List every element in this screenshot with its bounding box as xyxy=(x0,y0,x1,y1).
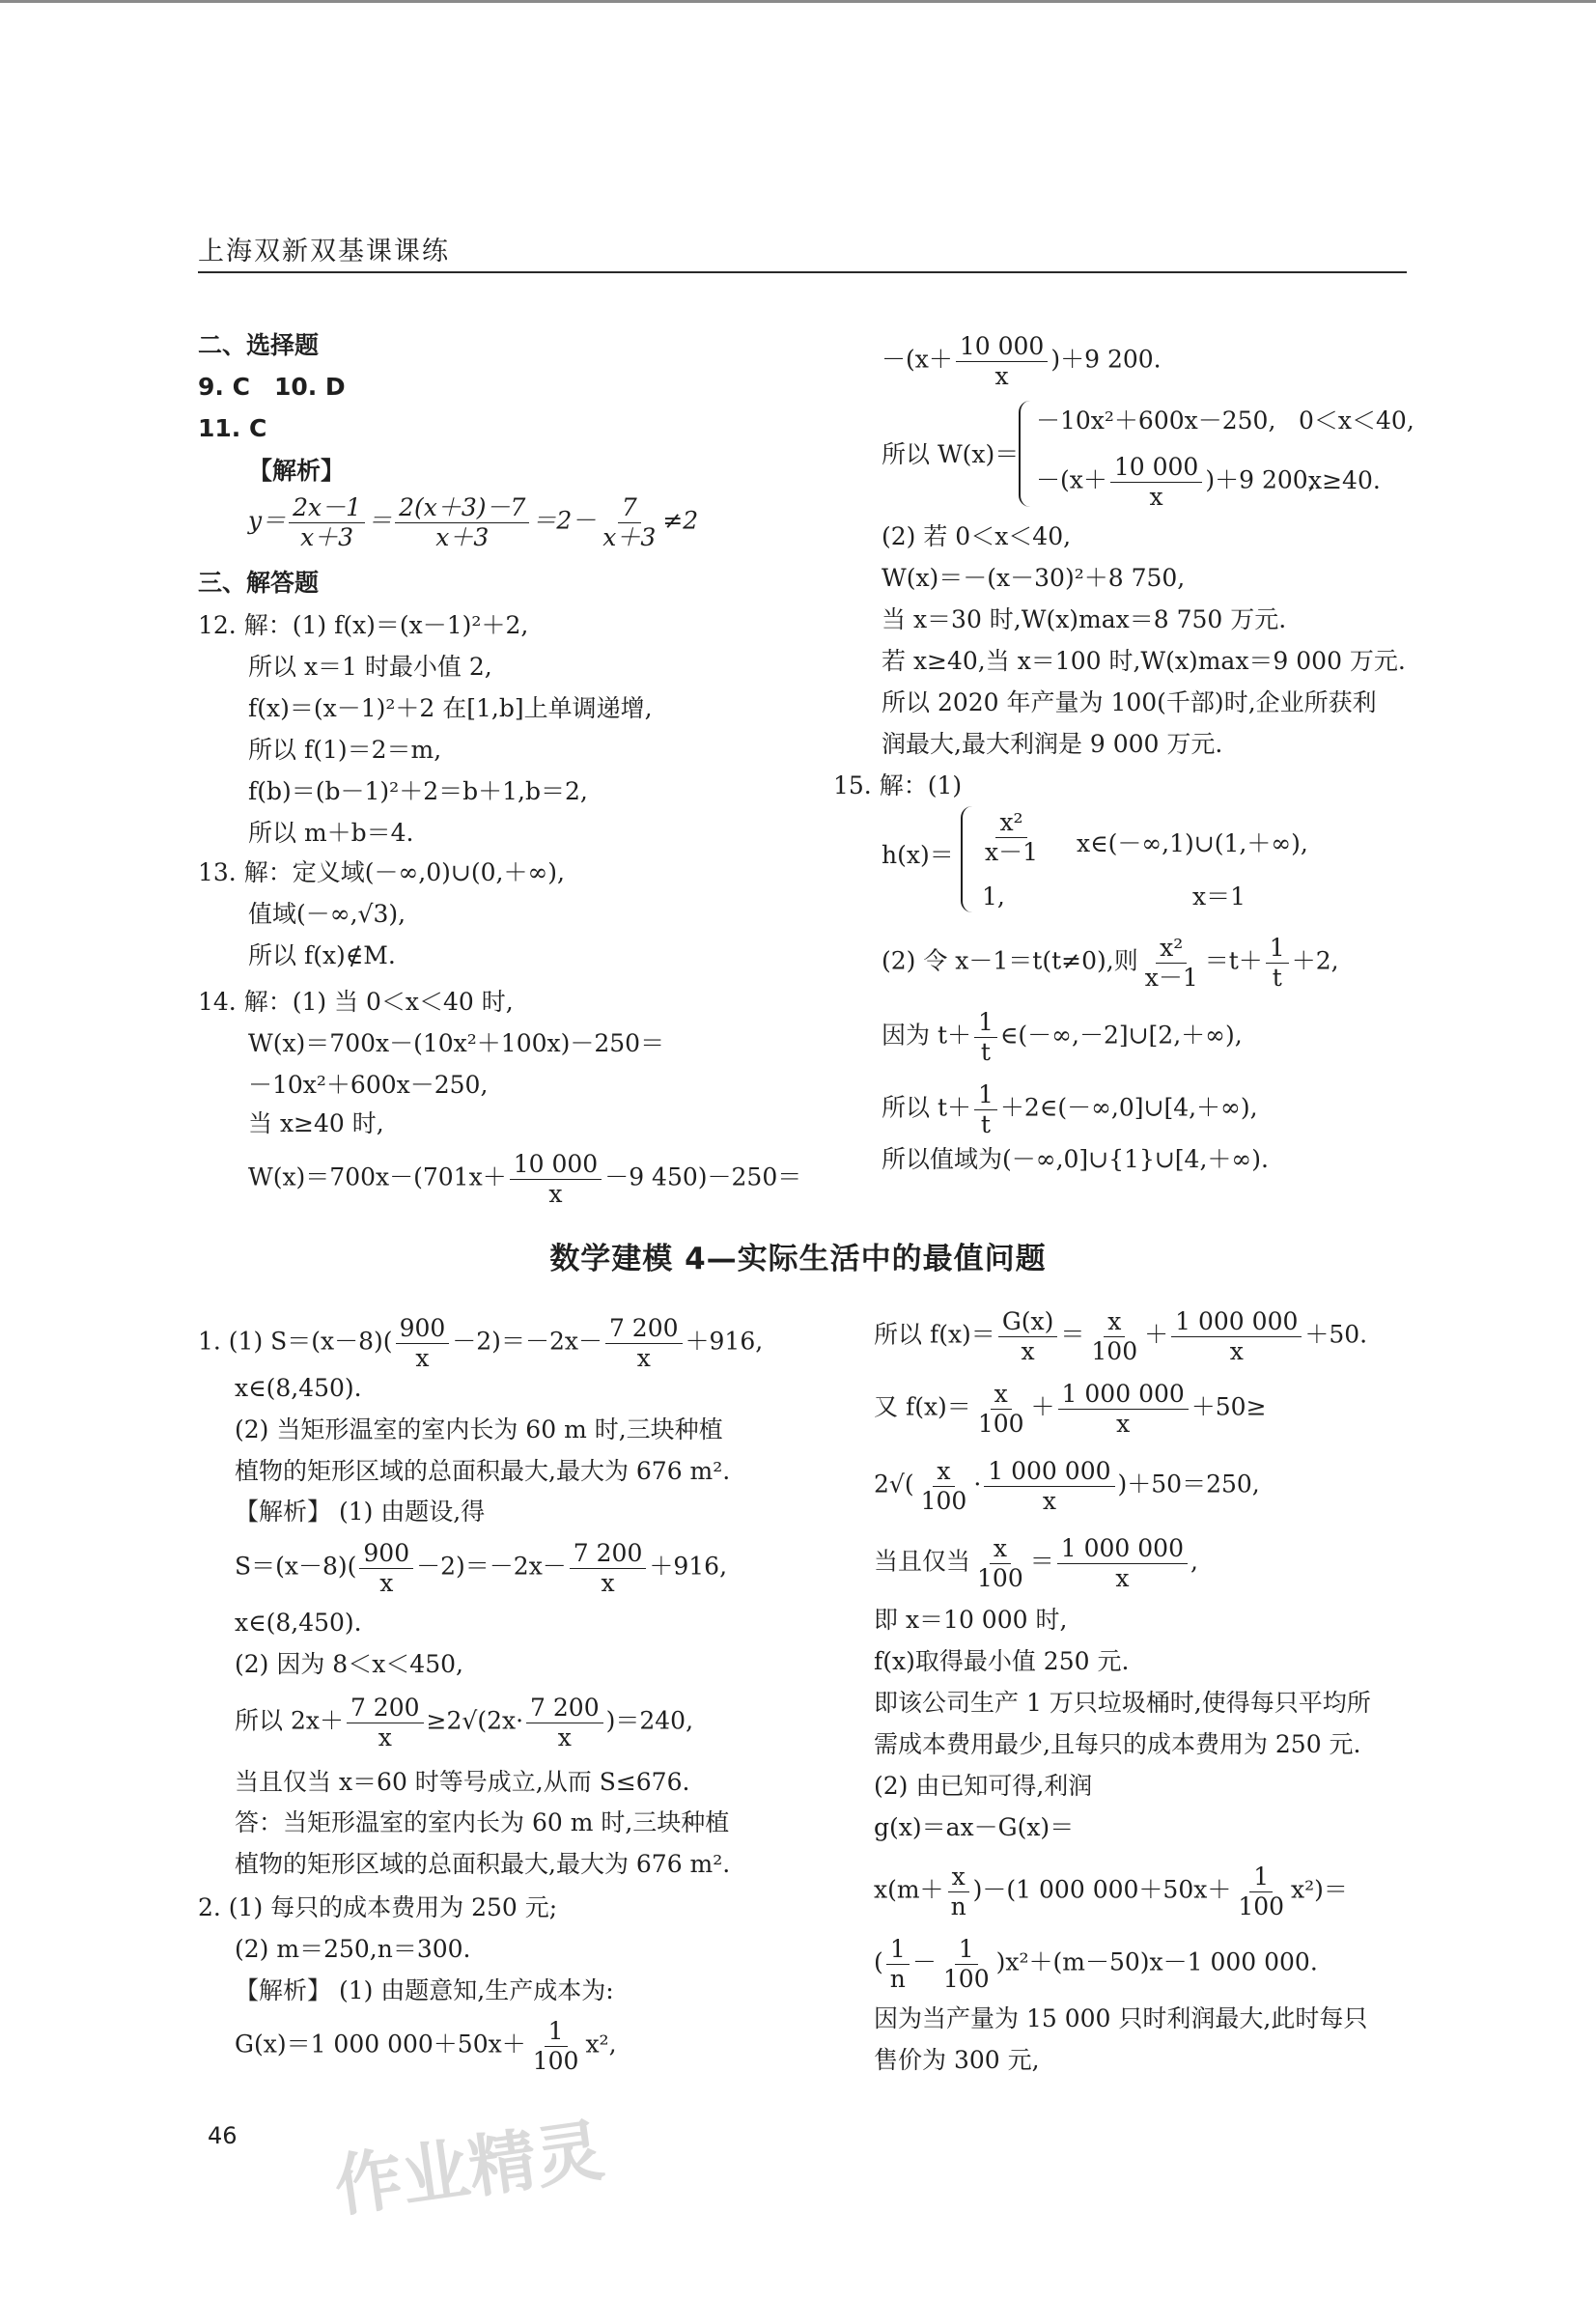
q15-line1: 15. 解：(1) xyxy=(833,771,963,799)
answer-q9-10: 9. C 10. D xyxy=(198,373,346,401)
denominator: x xyxy=(1149,482,1163,511)
numerator: 7 200 xyxy=(570,1540,647,1569)
q14-line2: W(x)＝700x－(10x²＋100x)－250＝ xyxy=(248,1029,665,1057)
denominator: x－1 xyxy=(985,837,1039,866)
numerator: 1 xyxy=(545,2018,568,2047)
text: 所以 2x＋ xyxy=(235,1706,344,1735)
text: )x²＋(m－50)x－1 000 000. xyxy=(995,1947,1318,1976)
denominator: 100 xyxy=(977,1409,1024,1438)
q15-part2-line3 xyxy=(882,1081,1258,1137)
q14-part2-line4: 若 x≥40,当 x＝100 时,W(x)max＝9 000 万元. xyxy=(882,647,1406,675)
text: 又 f(x)＝ xyxy=(874,1392,971,1421)
m1-line2: x∈(8,450). xyxy=(235,1374,362,1402)
denominator: x xyxy=(636,1343,651,1372)
numerator: 7 200 xyxy=(526,1695,603,1723)
text: G(x)＝1 000 000＋50x＋ xyxy=(235,2030,526,2059)
fraction xyxy=(1057,1535,1188,1591)
fraction xyxy=(974,1009,997,1065)
m2r-line14: 售价为 300 元, xyxy=(874,2046,1040,2074)
text: )＋9 200. xyxy=(1050,345,1162,374)
text: 因为 t＋ xyxy=(882,1021,971,1050)
fraction xyxy=(1141,935,1202,991)
m2r-line6: f(x)取得最小值 250 元. xyxy=(874,1647,1130,1675)
text: W(x)＝700x－(701x＋ xyxy=(248,1163,507,1191)
q14-line3: －10x²＋600x－250, xyxy=(248,1071,489,1099)
text: －2)＝－2x－ xyxy=(416,1552,567,1581)
watermark: 作业精灵 xyxy=(329,2110,609,2227)
m2r-line13: 因为当产量为 15 000 只时利润最大,此时每只 xyxy=(874,2004,1368,2032)
numerator: 7 200 xyxy=(347,1695,424,1723)
denominator: x xyxy=(1116,1409,1131,1438)
text: －(x＋ xyxy=(882,345,953,374)
denominator: x＋3 xyxy=(602,522,657,551)
q12-line5: f(b)＝(b－1)²＋2＝b＋1,b＝2, xyxy=(248,777,588,805)
h-piecewise-label: h(x)＝ xyxy=(882,841,954,869)
fraction xyxy=(526,1695,603,1751)
text: ＋916, xyxy=(649,1552,728,1581)
fraction xyxy=(347,1695,424,1751)
page-number: 46 xyxy=(208,2122,238,2149)
text: x(m＋ xyxy=(874,1875,944,1904)
denominator: x xyxy=(415,1343,430,1372)
numerator: G(x) xyxy=(998,1308,1058,1337)
text: ＝2－ xyxy=(532,506,597,535)
denominator: 100 xyxy=(1238,1891,1285,1920)
m2r-line1 xyxy=(874,1308,1367,1364)
piecewise-brace xyxy=(961,806,972,912)
fraction xyxy=(570,1540,647,1596)
fraction xyxy=(886,1936,910,1992)
fraction xyxy=(947,1863,970,1919)
denominator: 100 xyxy=(532,2046,579,2075)
m1-line3: (2) 当矩形温室的室内长为 60 m 时,三块种植 xyxy=(235,1415,723,1443)
fraction xyxy=(1087,1308,1141,1364)
denominator: x xyxy=(601,1568,615,1597)
numerator: 1 000 000 xyxy=(984,1458,1114,1487)
text: )＋9 200, xyxy=(1205,465,1316,494)
numerator: 1 xyxy=(955,1936,978,1965)
q14-line1: 14. 解：(1) 当 0＜x＜40 时, xyxy=(198,988,514,1016)
text: y＝ xyxy=(248,506,287,535)
denominator: 100 xyxy=(920,1486,967,1515)
text: ＝ xyxy=(1060,1320,1085,1349)
fraction xyxy=(1234,1863,1288,1919)
text: ＝ xyxy=(368,506,393,535)
fraction xyxy=(998,1308,1058,1364)
q13-line2: 值域(－∞,√3), xyxy=(248,900,406,928)
q14-part2-line2: W(x)＝－(x－30)²＋8 750, xyxy=(882,564,1186,592)
text: －(x＋ xyxy=(1036,465,1107,494)
section-title: 数学建模 4—实际生活中的最值问题 xyxy=(549,1242,1047,1276)
q15-part2-line2 xyxy=(882,1009,1243,1065)
denominator: x xyxy=(1021,1336,1035,1365)
numerator: 10 000 xyxy=(510,1151,602,1180)
h-case2: 1, xyxy=(982,882,1005,910)
m1-line4: 植物的矩形区域的总面积最大,最大为 676 m². xyxy=(235,1457,731,1485)
q14-part2-line5: 所以 2020 年产量为 100(千部)时,企业所获利 xyxy=(882,688,1377,716)
fraction xyxy=(981,809,1042,865)
fraction xyxy=(289,494,365,550)
formula-q11 xyxy=(248,494,698,550)
denominator: x xyxy=(557,1723,572,1751)
denominator: x xyxy=(994,361,1009,390)
q14-part2-line6: 润最大,最大利润是 9 000 万元. xyxy=(882,730,1223,758)
text: 当且仅当 xyxy=(874,1547,971,1576)
w-piecewise-label: 所以 W(x)＝ xyxy=(882,440,1020,468)
fraction xyxy=(510,1151,602,1207)
m2-line4 xyxy=(235,2018,617,2074)
text: ＋2, xyxy=(1291,946,1339,975)
fraction xyxy=(984,1458,1114,1514)
denominator: x xyxy=(1229,1336,1244,1365)
fraction xyxy=(974,1381,1028,1437)
text: －2)＝－2x－ xyxy=(452,1327,602,1356)
m1-line10: 当且仅当 x＝60 时等号成立,从而 S≤676. xyxy=(235,1768,690,1796)
w-case2-cond: x≥40. xyxy=(1308,466,1381,494)
q13-line3: 所以 f(x)∉M. xyxy=(248,941,396,969)
text: ＋2∈(－∞,0]∪[4,＋∞), xyxy=(999,1093,1258,1122)
q15-part2-line1 xyxy=(882,935,1339,991)
numerator: 1 xyxy=(974,1009,997,1038)
denominator: x xyxy=(548,1179,563,1208)
denominator: t xyxy=(980,1037,991,1066)
w-case1-cond: 0＜x＜40, xyxy=(1299,406,1414,434)
m1-line7: x∈(8,450). xyxy=(235,1609,362,1637)
numerator: x xyxy=(990,1535,1011,1564)
text: ≥2√(2x· xyxy=(426,1706,524,1735)
m2r-line7: 即该公司生产 1 万只垃圾桶时,使得每只平均所 xyxy=(874,1689,1371,1717)
m2r-line10: g(x)＝ax－G(x)＝ xyxy=(874,1813,1075,1841)
numerator: 10 000 xyxy=(1110,454,1202,483)
numerator: x xyxy=(1104,1308,1125,1337)
q12-line6: 所以 m＋b＝4. xyxy=(248,819,414,847)
text: ＋50. xyxy=(1304,1320,1368,1349)
q14-part2-line3: 当 x＝30 时,W(x)max＝8 750 万元. xyxy=(882,605,1287,633)
fraction xyxy=(973,1535,1027,1591)
fraction xyxy=(939,1936,994,1992)
q12-line4: 所以 f(1)＝2＝m, xyxy=(248,736,442,764)
numerator: 2(x＋3)－7 xyxy=(395,494,529,523)
h-case1 xyxy=(978,809,1045,865)
text: 所以 t＋ xyxy=(882,1093,971,1122)
numerator: 1 xyxy=(1249,1863,1273,1892)
text: ≠2 xyxy=(662,506,699,535)
m1-line11: 答：当矩形温室的室内长为 60 m 时,三块种植 xyxy=(235,1808,730,1836)
numerator: 1 000 000 xyxy=(1058,1381,1189,1410)
m2r-line4 xyxy=(874,1535,1198,1591)
text: 2√( xyxy=(874,1470,914,1499)
numerator: 900 xyxy=(396,1315,450,1344)
text: )＋50＝250, xyxy=(1117,1470,1260,1499)
text: ＋ xyxy=(1144,1320,1169,1349)
numerator: x xyxy=(991,1381,1012,1410)
numerator: x xyxy=(933,1458,954,1487)
fraction xyxy=(396,1315,450,1371)
numerator: 10 000 xyxy=(956,333,1048,362)
fraction xyxy=(599,494,659,550)
numerator: x² xyxy=(995,809,1026,838)
q12-line3: f(x)＝(x－1)²＋2 在[1,b]上单调递增, xyxy=(248,694,653,722)
q14-line5 xyxy=(248,1151,801,1207)
denominator: n xyxy=(889,1964,906,1993)
book-title: 上海双新双基课课练 xyxy=(198,237,450,266)
text: ∈(－∞,－2]∪[2,＋∞), xyxy=(999,1021,1243,1050)
fraction xyxy=(1110,454,1202,510)
text: －9 450)－250＝ xyxy=(604,1163,802,1191)
fraction xyxy=(974,1081,997,1137)
numerator: 7 200 xyxy=(605,1315,683,1344)
text: ( xyxy=(874,1947,883,1976)
denominator: x xyxy=(378,1723,392,1751)
numerator: 1 xyxy=(1266,935,1289,964)
text: )＝240, xyxy=(605,1706,694,1735)
h-case1-cond: x∈(－∞,1)∪(1,＋∞), xyxy=(1077,829,1308,857)
fraction xyxy=(1171,1308,1302,1364)
numerator: 1 000 000 xyxy=(1171,1308,1302,1337)
top-border xyxy=(0,0,1596,3)
numerator: x xyxy=(948,1863,969,1892)
numerator: 1 xyxy=(974,1081,997,1110)
fraction xyxy=(395,494,529,550)
denominator: x xyxy=(379,1568,394,1597)
q15-range: 所以值域为(－∞,0]∪{1}∪[4,＋∞). xyxy=(882,1145,1269,1173)
header-rule xyxy=(198,271,1407,273)
m1-line12: 植物的矩形区域的总面积最大,最大为 676 m². xyxy=(235,1850,731,1878)
m2-line2: (2) m＝250,n＝300. xyxy=(235,1935,471,1963)
m2r-line11 xyxy=(874,1863,1348,1919)
numerator: 900 xyxy=(359,1540,413,1569)
q14-line4: 当 x≥40 时, xyxy=(248,1109,384,1137)
denominator: 100 xyxy=(1091,1336,1138,1365)
denominator: x－1 xyxy=(1144,963,1198,992)
denominator: t xyxy=(1272,963,1282,992)
text: ＝ xyxy=(1029,1547,1054,1576)
denominator: x＋3 xyxy=(435,522,490,551)
section-heading-solve: 三、解答题 xyxy=(198,569,320,597)
numerator: 1 xyxy=(886,1936,910,1965)
m2r-line8: 需成本费用最少,且每只的成本费用为 250 元. xyxy=(874,1730,1361,1758)
text: S＝(x－8)( xyxy=(235,1552,357,1581)
w-case2 xyxy=(1036,454,1316,510)
section-heading-choice: 二、选择题 xyxy=(198,331,320,359)
text: x², xyxy=(585,2030,617,2059)
m2r-line9: (2) 由已知可得,利润 xyxy=(874,1772,1093,1800)
text: ＝t＋ xyxy=(1204,946,1263,975)
m2r-line2 xyxy=(874,1381,1267,1437)
fraction xyxy=(956,333,1048,389)
numerator: 7 xyxy=(618,494,641,523)
analysis-label: 【解析】 xyxy=(248,457,346,485)
denominator: 100 xyxy=(977,1563,1023,1592)
text: · xyxy=(973,1470,982,1499)
q13-line1: 13. 解：定义域(－∞,0)∪(0,＋∞), xyxy=(198,858,565,886)
answer-q11: 11. C xyxy=(198,414,267,442)
text: － xyxy=(911,1947,937,1976)
text: ＋ xyxy=(1030,1392,1055,1421)
text: )－(1 000 000＋50x＋ xyxy=(972,1875,1232,1904)
denominator: t xyxy=(980,1109,991,1138)
denominator: x xyxy=(1042,1486,1056,1515)
fraction xyxy=(1266,935,1289,991)
fraction xyxy=(917,1458,971,1514)
fraction xyxy=(605,1315,683,1371)
piecewise-brace xyxy=(1019,401,1030,507)
m2-line1: 2. (1) 每只的成本费用为 250 元; xyxy=(198,1893,558,1921)
w-continued xyxy=(882,333,1162,389)
m1-line6 xyxy=(235,1540,727,1596)
denominator: n xyxy=(950,1891,966,1920)
m1-line1 xyxy=(198,1315,763,1371)
fraction xyxy=(359,1540,413,1596)
m1-line8: (2) 因为 8＜x＜450, xyxy=(235,1650,463,1678)
q12-line2: 所以 x＝1 时最小值 2, xyxy=(248,653,492,681)
denominator: 100 xyxy=(942,1964,990,1993)
numerator: x² xyxy=(1156,935,1187,964)
text: 所以 f(x)＝ xyxy=(874,1320,995,1349)
text: , xyxy=(1190,1547,1198,1576)
denominator: x＋3 xyxy=(300,522,354,551)
fraction xyxy=(1058,1381,1189,1437)
fraction xyxy=(529,2018,583,2074)
q14-part2-line1: (2) 若 0＜x＜40, xyxy=(882,522,1072,550)
m2r-line5: 即 x＝10 000 时, xyxy=(874,1606,1068,1634)
text: ＋50≥ xyxy=(1190,1392,1267,1421)
text: x²)＝ xyxy=(1291,1875,1348,1904)
text: 1. (1) S＝(x－8)( xyxy=(198,1327,393,1356)
m1-analysis: 【解析】 (1) 由题设,得 xyxy=(235,1498,486,1526)
q12-line1: 12. 解：(1) f(x)＝(x－1)²＋2, xyxy=(198,611,529,639)
m1-line9 xyxy=(235,1695,693,1751)
text: ＋916, xyxy=(685,1327,764,1356)
denominator: x xyxy=(1115,1563,1130,1592)
w-case1: －10x²＋600x－250, xyxy=(1036,406,1276,434)
h-case2-cond: x＝1 xyxy=(1192,882,1246,910)
numerator: 1 000 000 xyxy=(1057,1535,1188,1564)
m2r-line3 xyxy=(874,1458,1260,1514)
text: (2) 令 x－1＝t(t≠0),则 xyxy=(882,946,1138,975)
numerator: 2x－1 xyxy=(289,494,365,523)
m2-analysis: 【解析】 (1) 由题意知,生产成本为: xyxy=(235,1976,614,2004)
m2r-line12 xyxy=(874,1936,1318,1992)
